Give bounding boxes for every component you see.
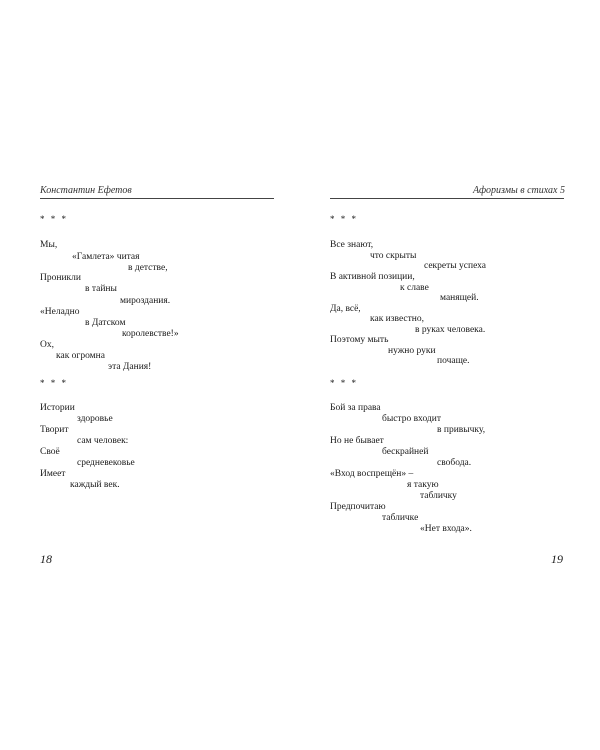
section-divider: * * * — [40, 214, 68, 224]
poem-line: мироздания. — [120, 296, 171, 306]
poem-line: в тайны — [85, 284, 117, 294]
poem-line: Проникли — [40, 273, 81, 283]
poem-line: к славе — [400, 283, 429, 293]
poem-line: Все знают, — [330, 240, 374, 250]
poem-line: каждый век. — [70, 480, 120, 490]
poem-line: секреты успеха — [424, 261, 487, 271]
poem-line: «Нет входа». — [420, 524, 472, 534]
poem-line: в руках человека. — [415, 325, 486, 335]
page-number: 18 — [40, 552, 52, 566]
poem-line: свобода. — [437, 458, 472, 468]
right-running-header: Афоризмы в стихах 5 — [473, 185, 565, 196]
poem-line: что скрыты — [370, 251, 417, 261]
section-divider: * * * — [330, 214, 358, 224]
poem-line: средневековье — [77, 458, 135, 468]
poem-line: Но не бывает — [330, 436, 384, 446]
poem-line: Поэтому мыть — [330, 335, 389, 345]
left-header-rule — [40, 198, 274, 199]
poem-line: Творит — [40, 425, 69, 435]
poem-line: Ох, — [40, 340, 54, 350]
section-divider: * * * — [330, 378, 358, 388]
poem-line: как огромна — [56, 351, 105, 361]
poem-line: я такую — [407, 480, 439, 490]
poem-line: здоровье — [77, 414, 113, 424]
poem-line: Да, всё, — [330, 304, 361, 314]
poem-line: табличке — [382, 513, 419, 523]
poem-line: Бой за права — [330, 403, 381, 413]
page-number: 19 — [551, 552, 563, 566]
poem-line: «Неладно — [40, 307, 80, 317]
poem-line: Мы, — [40, 240, 58, 250]
poem-line: в детстве, — [128, 263, 168, 273]
poem-line: «Вход воспрещён» – — [330, 469, 414, 479]
poem-line: Истории — [40, 403, 75, 413]
section-divider: * * * — [40, 378, 68, 388]
poem-line: в Датском — [85, 318, 126, 328]
poem-line: почаще. — [437, 356, 470, 366]
poem-line: королевстве!» — [122, 329, 179, 339]
poem-line: «Гамлета» читая — [72, 252, 140, 262]
poem-line: табличку — [420, 491, 457, 501]
poem-line: нужно руки — [388, 346, 436, 356]
right-page — [300, 0, 600, 750]
poem-line: манящей. — [440, 293, 479, 303]
poem-line: как известно, — [370, 314, 424, 324]
poem-line: в привычку, — [437, 425, 486, 435]
poem-line: В активной позиции, — [330, 272, 415, 282]
poem-line: бескрайней — [382, 447, 429, 457]
poem-line: Имеет — [40, 469, 66, 479]
poem-line: сам человек: — [77, 436, 129, 446]
left-running-header: Константин Ефетов — [40, 185, 132, 196]
poem-line: быстро входит — [382, 414, 441, 424]
poem-line: Предпочитаю — [330, 502, 386, 512]
poem-line: эта Дания! — [108, 362, 152, 372]
right-header-rule — [330, 198, 564, 199]
poem-line: Своё — [40, 447, 60, 457]
